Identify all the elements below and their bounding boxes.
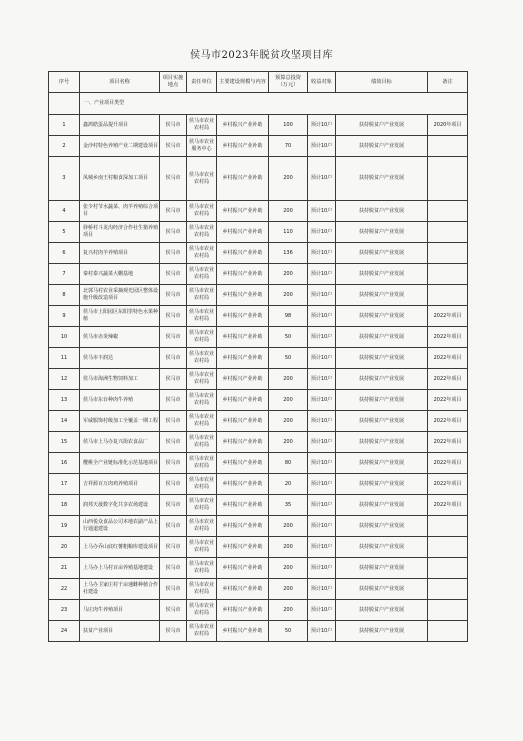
row-number: 19: [49, 516, 80, 537]
beneficiary: 预计10户: [308, 579, 336, 600]
project-budget: 200: [269, 432, 308, 453]
project-budget: 100: [269, 115, 308, 136]
project-place: 侯马市: [160, 243, 187, 264]
remark: 2022年项目: [428, 390, 468, 411]
project-content: 乡村振兴产业补助: [217, 369, 269, 390]
remark: 2022年项目: [428, 411, 468, 432]
responsible-unit: 侯马市农业农村局: [187, 348, 217, 369]
project-budget: 50: [269, 621, 308, 642]
performance-goal: 扶持脱贫户产业发展: [336, 264, 428, 285]
table-row: [49, 579, 468, 600]
project-place: 侯马市: [160, 201, 187, 222]
project-budget: 200: [269, 369, 308, 390]
remark: [428, 621, 468, 642]
col-header-unit: 责任单位: [187, 72, 217, 93]
performance-goal: 扶持脱贫户产业发展: [336, 115, 428, 136]
table-row: [49, 115, 468, 136]
responsible-unit: 侯马市农业服务中心: [187, 136, 217, 157]
beneficiary: 预计10户: [308, 600, 336, 621]
project-place: 侯马市: [160, 327, 187, 348]
beneficiary: 预计10户: [308, 243, 336, 264]
remark: 2022年项目: [428, 474, 468, 495]
col-header-no: 序号: [49, 72, 80, 93]
row-number: 3: [49, 157, 80, 201]
responsible-unit: 侯马市农业农村局: [187, 264, 217, 285]
row-number: 20: [49, 537, 80, 558]
performance-goal: 扶持脱贫户产业发展: [336, 285, 428, 306]
row-number: 22: [49, 579, 80, 600]
table-row: [49, 516, 468, 537]
project-name: 张少村节水蔬菜、肉羊养殖综合项目: [80, 201, 160, 222]
project-budget: 200: [269, 558, 308, 579]
table-row: [49, 369, 468, 390]
project-place: 侯马市: [160, 474, 187, 495]
remark: 2022年项目: [428, 432, 468, 453]
table-row: [49, 136, 468, 157]
beneficiary: 预计10户: [308, 115, 336, 136]
project-name: 金沙村特色养殖产业二期建设项目: [80, 136, 160, 157]
project-name: 军威服饰村级加工全覆盖一期工程: [80, 411, 160, 432]
row-number: 17: [49, 474, 80, 495]
beneficiary: 预计10户: [308, 474, 336, 495]
project-name: 吉祥源百万肉鸡养殖项目: [80, 474, 160, 495]
responsible-unit: 侯马市农业农村局: [187, 432, 217, 453]
remark: [428, 600, 468, 621]
performance-goal: 扶持脱贫户产业发展: [336, 390, 428, 411]
project-content: 乡村振兴产业补助: [217, 264, 269, 285]
responsible-unit: 侯马市农业农村局: [187, 115, 217, 136]
remark: 2022年项目: [428, 348, 468, 369]
project-name: 润邦天晟数字化共享农场建设: [80, 495, 160, 516]
table-row: [49, 306, 468, 327]
project-budget: 80: [269, 453, 308, 474]
performance-goal: 扶持脱贫户产业发展: [336, 327, 428, 348]
row-number: 14: [49, 411, 80, 432]
section-row: [49, 93, 468, 115]
project-budget: 200: [269, 537, 308, 558]
row-number: 11: [49, 348, 80, 369]
row-number: 18: [49, 495, 80, 516]
row-number: 7: [49, 264, 80, 285]
performance-goal: 扶持脱贫户产业发展: [336, 600, 428, 621]
project-content: 乡村振兴产业补助: [217, 348, 269, 369]
project-place: 侯马市: [160, 600, 187, 621]
project-place: 侯马市: [160, 348, 187, 369]
project-budget: 200: [269, 516, 308, 537]
col-header-target: 收益对象: [308, 72, 336, 93]
col-header-place: 项目实施地点: [160, 72, 187, 93]
row-number: 15: [49, 432, 80, 453]
project-content: 乡村振兴产业补助: [217, 327, 269, 348]
responsible-unit: 侯马市农业农村局: [187, 558, 217, 579]
table-row: [49, 327, 468, 348]
project-budget: 20: [269, 474, 308, 495]
remark: [428, 558, 468, 579]
responsible-unit: 侯马市农业农村局: [187, 537, 217, 558]
beneficiary: 预计10户: [308, 453, 336, 474]
project-content: 乡村振兴产业补助: [217, 558, 269, 579]
row-number: 10: [49, 327, 80, 348]
project-place: 侯马市: [160, 285, 187, 306]
project-budget: 50: [269, 348, 308, 369]
beneficiary: 预计10户: [308, 157, 336, 201]
performance-goal: 扶持脱贫户产业发展: [336, 201, 428, 222]
project-budget: 200: [269, 390, 308, 411]
responsible-unit: 侯马市农业农村局: [187, 157, 217, 201]
beneficiary: 预计10户: [308, 136, 336, 157]
project-place: 侯马市: [160, 157, 187, 201]
beneficiary: 预计10户: [308, 432, 336, 453]
project-place: 侯马市: [160, 222, 187, 243]
project-name: 侯马市上阳园区东阳里特色水果种植: [80, 306, 160, 327]
responsible-unit: 侯马市农业农村局: [187, 516, 217, 537]
remark: [428, 201, 468, 222]
performance-goal: 扶持脱贫户产业发展: [336, 579, 428, 600]
project-name: 上马办卫家庄村千亩速雌种植合作社建设: [80, 579, 160, 600]
responsible-unit: 侯马市农业农村局: [187, 243, 217, 264]
table-row: [49, 621, 468, 642]
project-name: 侯马市丰润达: [80, 348, 160, 369]
table-row: [49, 558, 468, 579]
project-place: 侯马市: [160, 558, 187, 579]
page-title: 侯马市2023年脱贫攻坚项目库: [190, 50, 333, 61]
remark: [428, 264, 468, 285]
beneficiary: 预计10户: [308, 621, 336, 642]
project-budget: 70: [269, 136, 308, 157]
project-content: 乡村振兴产业补助: [217, 115, 269, 136]
project-content: 乡村振兴产业补助: [217, 136, 269, 157]
project-name: 樱桃全产业链标准化示范基地项目: [80, 453, 160, 474]
project-name: 凤城乡南王村粮食深加工项目: [80, 157, 160, 201]
remark: 2022年项目: [428, 369, 468, 390]
responsible-unit: 侯马市农业农村局: [187, 474, 217, 495]
project-place: 侯马市: [160, 432, 187, 453]
project-name: 复兴村肉羊养殖项目: [80, 243, 160, 264]
project-content: 乡村振兴产业补助: [217, 222, 269, 243]
project-place: 侯马市: [160, 369, 187, 390]
table-row: [49, 264, 468, 285]
remark: [428, 157, 468, 201]
performance-goal: 扶持脱贫户产业发展: [336, 348, 428, 369]
row-number: 13: [49, 390, 80, 411]
project-content: 乡村振兴产业补助: [217, 516, 269, 537]
table-row: [49, 600, 468, 621]
project-budget: 50: [269, 327, 308, 348]
project-name: 侯马市赤炎辣椒: [80, 327, 160, 348]
performance-goal: 扶持脱贫户产业发展: [336, 621, 428, 642]
remark: [428, 537, 468, 558]
project-content: 乡村振兴产业补助: [217, 432, 269, 453]
performance-goal: 扶持脱贫户产业发展: [336, 369, 428, 390]
project-budget: 200: [269, 201, 308, 222]
project-content: 乡村振兴产业补助: [217, 201, 269, 222]
project-place: 侯马市: [160, 115, 187, 136]
project-place: 侯马市: [160, 579, 187, 600]
responsible-unit: 侯马市农业农村局: [187, 621, 217, 642]
col-header-goal: 绩效目标: [336, 72, 428, 93]
remark: [428, 285, 468, 306]
performance-goal: 扶持脱贫户产业发展: [336, 136, 428, 157]
project-place: 侯马市: [160, 264, 187, 285]
beneficiary: 预计10户: [308, 495, 336, 516]
table-row: [49, 157, 468, 201]
remark: [428, 243, 468, 264]
table-row: [49, 390, 468, 411]
col-header-content: 主要建设规模与内容: [217, 72, 269, 93]
remark: 2022年项目: [428, 453, 468, 474]
project-content: 乡村振兴产业补助: [217, 411, 269, 432]
row-number: 5: [49, 222, 80, 243]
row-number: 16: [49, 453, 80, 474]
row-number: 2: [49, 136, 80, 157]
project-name: 鑫鸿皓蛋品提升项目: [80, 115, 160, 136]
performance-goal: 扶持脱贫户产业发展: [336, 222, 428, 243]
project-budget: 110: [269, 222, 308, 243]
project-content: 乡村振兴产业补助: [217, 600, 269, 621]
project-name: 秦村泰兴蔬菜大棚基地: [80, 264, 160, 285]
col-header-note: 备注: [428, 72, 468, 93]
table-header-row: [49, 72, 468, 93]
project-name: 驿桥村斗龙沟经济合作社生猪养殖项目: [80, 222, 160, 243]
responsible-unit: 侯马市农业农村局: [187, 327, 217, 348]
project-content: 乡村振兴产业补助: [217, 390, 269, 411]
table-row: [49, 474, 468, 495]
row-number: 8: [49, 285, 80, 306]
project-budget: 136: [269, 243, 308, 264]
beneficiary: 预计10户: [308, 348, 336, 369]
beneficiary: 预计10户: [308, 201, 336, 222]
project-place: 侯马市: [160, 136, 187, 157]
project-content: 乡村振兴产业补助: [217, 306, 269, 327]
project-name: 马庄肉牛养殖项目: [80, 600, 160, 621]
beneficiary: 预计10户: [308, 369, 336, 390]
row-number: 12: [49, 369, 80, 390]
performance-goal: 扶持脱贫户产业发展: [336, 306, 428, 327]
project-name: 山西悦众食品公司本地农副产品上行通道建设: [80, 516, 160, 537]
row-number: 9: [49, 306, 80, 327]
project-place: 侯马市: [160, 537, 187, 558]
project-place: 侯马市: [160, 516, 187, 537]
responsible-unit: 侯马市农业农村局: [187, 201, 217, 222]
remark: [428, 222, 468, 243]
row-number: 21: [49, 558, 80, 579]
beneficiary: 预计10户: [308, 390, 336, 411]
responsible-unit: 侯马市农业农村局: [187, 222, 217, 243]
beneficiary: 预计10户: [308, 411, 336, 432]
remark: 2022年项目: [428, 327, 468, 348]
responsible-unit: 侯马市农业农村局: [187, 453, 217, 474]
performance-goal: 扶持脱贫户产业发展: [336, 157, 428, 201]
row-number: 4: [49, 201, 80, 222]
table-row: [49, 285, 468, 306]
project-budget: 200: [269, 285, 308, 306]
project-name: 扶贫产业项目: [80, 621, 160, 642]
beneficiary: 预计10户: [308, 222, 336, 243]
project-content: 乡村振兴产业补助: [217, 579, 269, 600]
project-content: 乡村振兴产业补助: [217, 474, 269, 495]
project-content: 乡村振兴产业补助: [217, 453, 269, 474]
table-row: [49, 495, 468, 516]
project-budget: 200: [269, 264, 308, 285]
project-table: [48, 71, 468, 642]
project-content: 乡村振兴产业补助: [217, 157, 269, 201]
beneficiary: 预计10户: [308, 285, 336, 306]
performance-goal: 扶持脱贫户产业发展: [336, 558, 428, 579]
beneficiary: 预计10户: [308, 264, 336, 285]
project-name: 侯马市海洲生物饲料加工: [80, 369, 160, 390]
section-label: 一、产业项目类型: [80, 93, 468, 115]
remark: 2022年项目: [428, 495, 468, 516]
table-row: [49, 243, 468, 264]
beneficiary: 预计10户: [308, 558, 336, 579]
table-row: [49, 201, 468, 222]
project-name: 侯马市上马办复兴街农食品厂: [80, 432, 160, 453]
performance-goal: 扶持脱贫户产业发展: [336, 516, 428, 537]
project-place: 侯马市: [160, 453, 187, 474]
responsible-unit: 侯马市农业农村局: [187, 579, 217, 600]
project-place: 侯马市: [160, 621, 187, 642]
performance-goal: 扶持脱贫户产业发展: [336, 411, 428, 432]
project-name: 北郭马村农业采摘观光园区整体设施升级改造项目: [80, 285, 160, 306]
project-name: 上马办乔山底红薯粗粮库建设项目: [80, 537, 160, 558]
performance-goal: 扶持脱贫户产业发展: [336, 537, 428, 558]
performance-goal: 扶持脱贫户产业发展: [336, 474, 428, 495]
col-header-budget: 预算总投资（万元）: [269, 72, 308, 93]
project-content: 乡村振兴产业补助: [217, 621, 269, 642]
performance-goal: 扶持脱贫户产业发展: [336, 453, 428, 474]
project-place: 侯马市: [160, 495, 187, 516]
row-number: 6: [49, 243, 80, 264]
performance-goal: 扶持脱贫户产业发展: [336, 495, 428, 516]
performance-goal: 扶持脱贫户产业发展: [336, 243, 428, 264]
remark: [428, 516, 468, 537]
responsible-unit: 侯马市农业农村局: [187, 369, 217, 390]
project-content: 乡村振兴产业补助: [217, 285, 269, 306]
remark: [428, 136, 468, 157]
performance-goal: 扶持脱贫户产业发展: [336, 432, 428, 453]
col-header-name: 项目名称: [80, 72, 160, 93]
project-name: 侯马市东台种肉牛养殖: [80, 390, 160, 411]
responsible-unit: 侯马市农业农村局: [187, 285, 217, 306]
responsible-unit: 侯马市农业农村局: [187, 411, 217, 432]
project-budget: 200: [269, 579, 308, 600]
responsible-unit: 侯马市农业农村局: [187, 306, 217, 327]
project-place: 侯马市: [160, 306, 187, 327]
beneficiary: 预计10户: [308, 306, 336, 327]
remark: [428, 579, 468, 600]
beneficiary: 预计10户: [308, 516, 336, 537]
table-row: [49, 348, 468, 369]
project-content: 乡村振兴产业补助: [217, 243, 269, 264]
row-number: 24: [49, 621, 80, 642]
project-content: 乡村振兴产业补助: [217, 495, 269, 516]
responsible-unit: 侯马市农业农村局: [187, 495, 217, 516]
table-row: [49, 222, 468, 243]
row-number: 23: [49, 600, 80, 621]
row-number: 1: [49, 115, 80, 136]
beneficiary: 预计10户: [308, 537, 336, 558]
project-content: 乡村振兴产业补助: [217, 537, 269, 558]
project-budget: 98: [269, 306, 308, 327]
remark: 2022年项目: [428, 306, 468, 327]
remark: 2020年项目: [428, 115, 468, 136]
beneficiary: 预计10户: [308, 327, 336, 348]
project-name: 上马办上马村百亩养殖基地建设: [80, 558, 160, 579]
table-row: [49, 537, 468, 558]
project-budget: 200: [269, 600, 308, 621]
table-row: [49, 432, 468, 453]
responsible-unit: 侯马市农业农村局: [187, 390, 217, 411]
project-place: 侯马市: [160, 411, 187, 432]
table-row: [49, 453, 468, 474]
project-budget: 200: [269, 157, 308, 201]
project-place: 侯马市: [160, 390, 187, 411]
project-budget: 200: [269, 411, 308, 432]
project-budget: 35: [269, 495, 308, 516]
responsible-unit: 侯马市农业农村局: [187, 600, 217, 621]
table-row: [49, 411, 468, 432]
